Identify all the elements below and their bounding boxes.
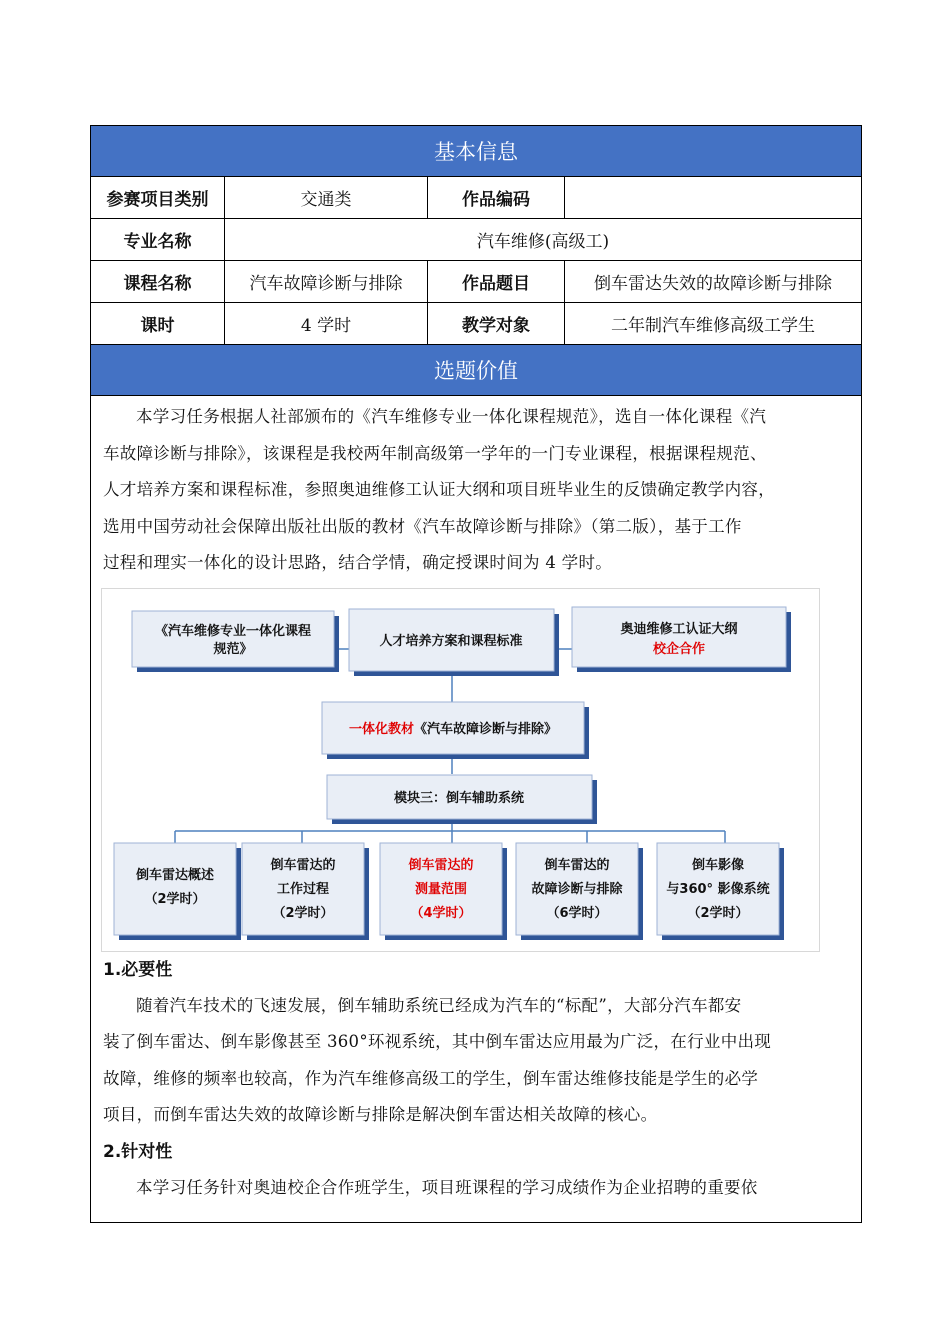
necessity-line: 装了倒车雷达、倒车影像甚至 360°环视系统，其中倒车雷达应用最为广泛，在行业中出现 [103, 1032, 772, 1051]
top-box-training-plan-text: 人才培养方案和课程标准 [379, 633, 523, 649]
leaf-box-text: （2学时） [687, 905, 749, 921]
intro-line: 车故障诊断与排除》，该课程是我校两年制高级第一学年的一门专业课程，根据课程规范、 [103, 443, 767, 463]
top-box-audi [572, 607, 786, 667]
hours-value: 4 学时 [225, 303, 428, 345]
major-label: 专业名称 [91, 219, 225, 261]
major-value: 汽车维修(高级工) [225, 219, 862, 261]
necessity-line: 随着汽车技术的飞速发展，倒车辅助系统已经成为汽车的“标配”，大部分汽车都安 [136, 995, 742, 1015]
leaf-box-text: 倒车雷达的 [544, 857, 610, 873]
hours-label: 课时 [91, 303, 225, 345]
top-box-standard-text: 《汽车维修专业一体化课程 [154, 623, 312, 639]
course-value: 汽车故障诊断与排除 [225, 261, 428, 303]
necessity-line: 项目，而倒车雷达失效的故障诊断与排除是解决倒车雷达相关故障的核心。 [103, 1105, 658, 1124]
leaf-box-text: （2学时） [272, 905, 334, 921]
textbook-box-text: 一体化教材《汽车故障诊断与排除》 [348, 721, 558, 737]
intro-line: 过程和理实一体化的设计思路，结合学情，确定授课时间为 4 学时。 [103, 553, 613, 572]
curriculum-diagram [101, 588, 820, 952]
topic-value-header: 选题价值 [91, 345, 862, 396]
targeting-line: 本学习任务针对奥迪校企合作班学生，项目班课程的学习成绩作为企业招聘的重要依 [136, 1177, 758, 1197]
module-box-text: 模块三：倒车辅助系统 [393, 790, 525, 806]
targeting-title: 2.针对性 [103, 1141, 173, 1162]
leaf-box-text: 倒车雷达概述 [135, 867, 215, 883]
leaf-box [114, 843, 236, 935]
curriculum-diagram-svg [102, 589, 819, 951]
intro-line: 选用中国劳动社会保障出版社出版的教材《汽车故障诊断与排除》（第二版），基于工作 [103, 516, 742, 536]
necessity-title: 1.必要性 [103, 959, 173, 980]
top-box-standard [132, 611, 334, 667]
necessity-line: 故障，维修的频率也较高，作为汽车维修高级工的学生，倒车雷达维修技能是学生的必学 [103, 1068, 759, 1088]
category-label: 参赛项目类别 [91, 177, 225, 219]
info-table [90, 125, 862, 1223]
category-value: 交通类 [225, 177, 428, 219]
work-code-label: 作品编码 [428, 177, 565, 219]
leaf-box-text: 倒车影像 [691, 857, 745, 873]
work-code-value [565, 177, 862, 219]
top-box-standard-text: 规范》 [213, 641, 253, 657]
leaf-box-text: （4学时） [410, 905, 472, 921]
topic-label: 作品题目 [428, 261, 565, 303]
leaf-box-text: 故障诊断与排除 [531, 881, 623, 897]
leaf-box-text: 倒车雷达的 [408, 857, 474, 873]
basic-info-header: 基本信息 [91, 126, 862, 177]
course-label: 课程名称 [91, 261, 225, 303]
intro-line: 本学习任务根据人社部颁布的《汽车维修专业一体化课程规范》，选自一体化课程《汽 [136, 407, 767, 426]
topic-value-body [91, 396, 862, 1223]
leaf-box-text: 测量范围 [414, 881, 468, 897]
audience-value: 二年制汽车维修高级工学生 [565, 303, 862, 345]
top-box-audi-text: 奥迪维修工认证大纲 [620, 621, 738, 637]
intro-line: 人才培养方案和课程标准，参照奥迪维修工认证大纲和项目班毕业生的反馈确定教学内容， [103, 480, 775, 499]
leaf-box-text: 与360° 影像系统 [666, 881, 770, 897]
leaf-box-text: 倒车雷达的 [270, 857, 336, 873]
topic-value: 倒车雷达失效的故障诊断与排除 [565, 261, 862, 303]
audience-label: 教学对象 [428, 303, 565, 345]
leaf-box-text: 工作过程 [276, 881, 330, 897]
leaf-box-text: （6学时） [546, 905, 608, 921]
leaf-box-text: （2学时） [144, 891, 206, 907]
intro-paragraph [103, 396, 849, 582]
top-box-audi-red-text: 校企合作 [652, 641, 706, 657]
